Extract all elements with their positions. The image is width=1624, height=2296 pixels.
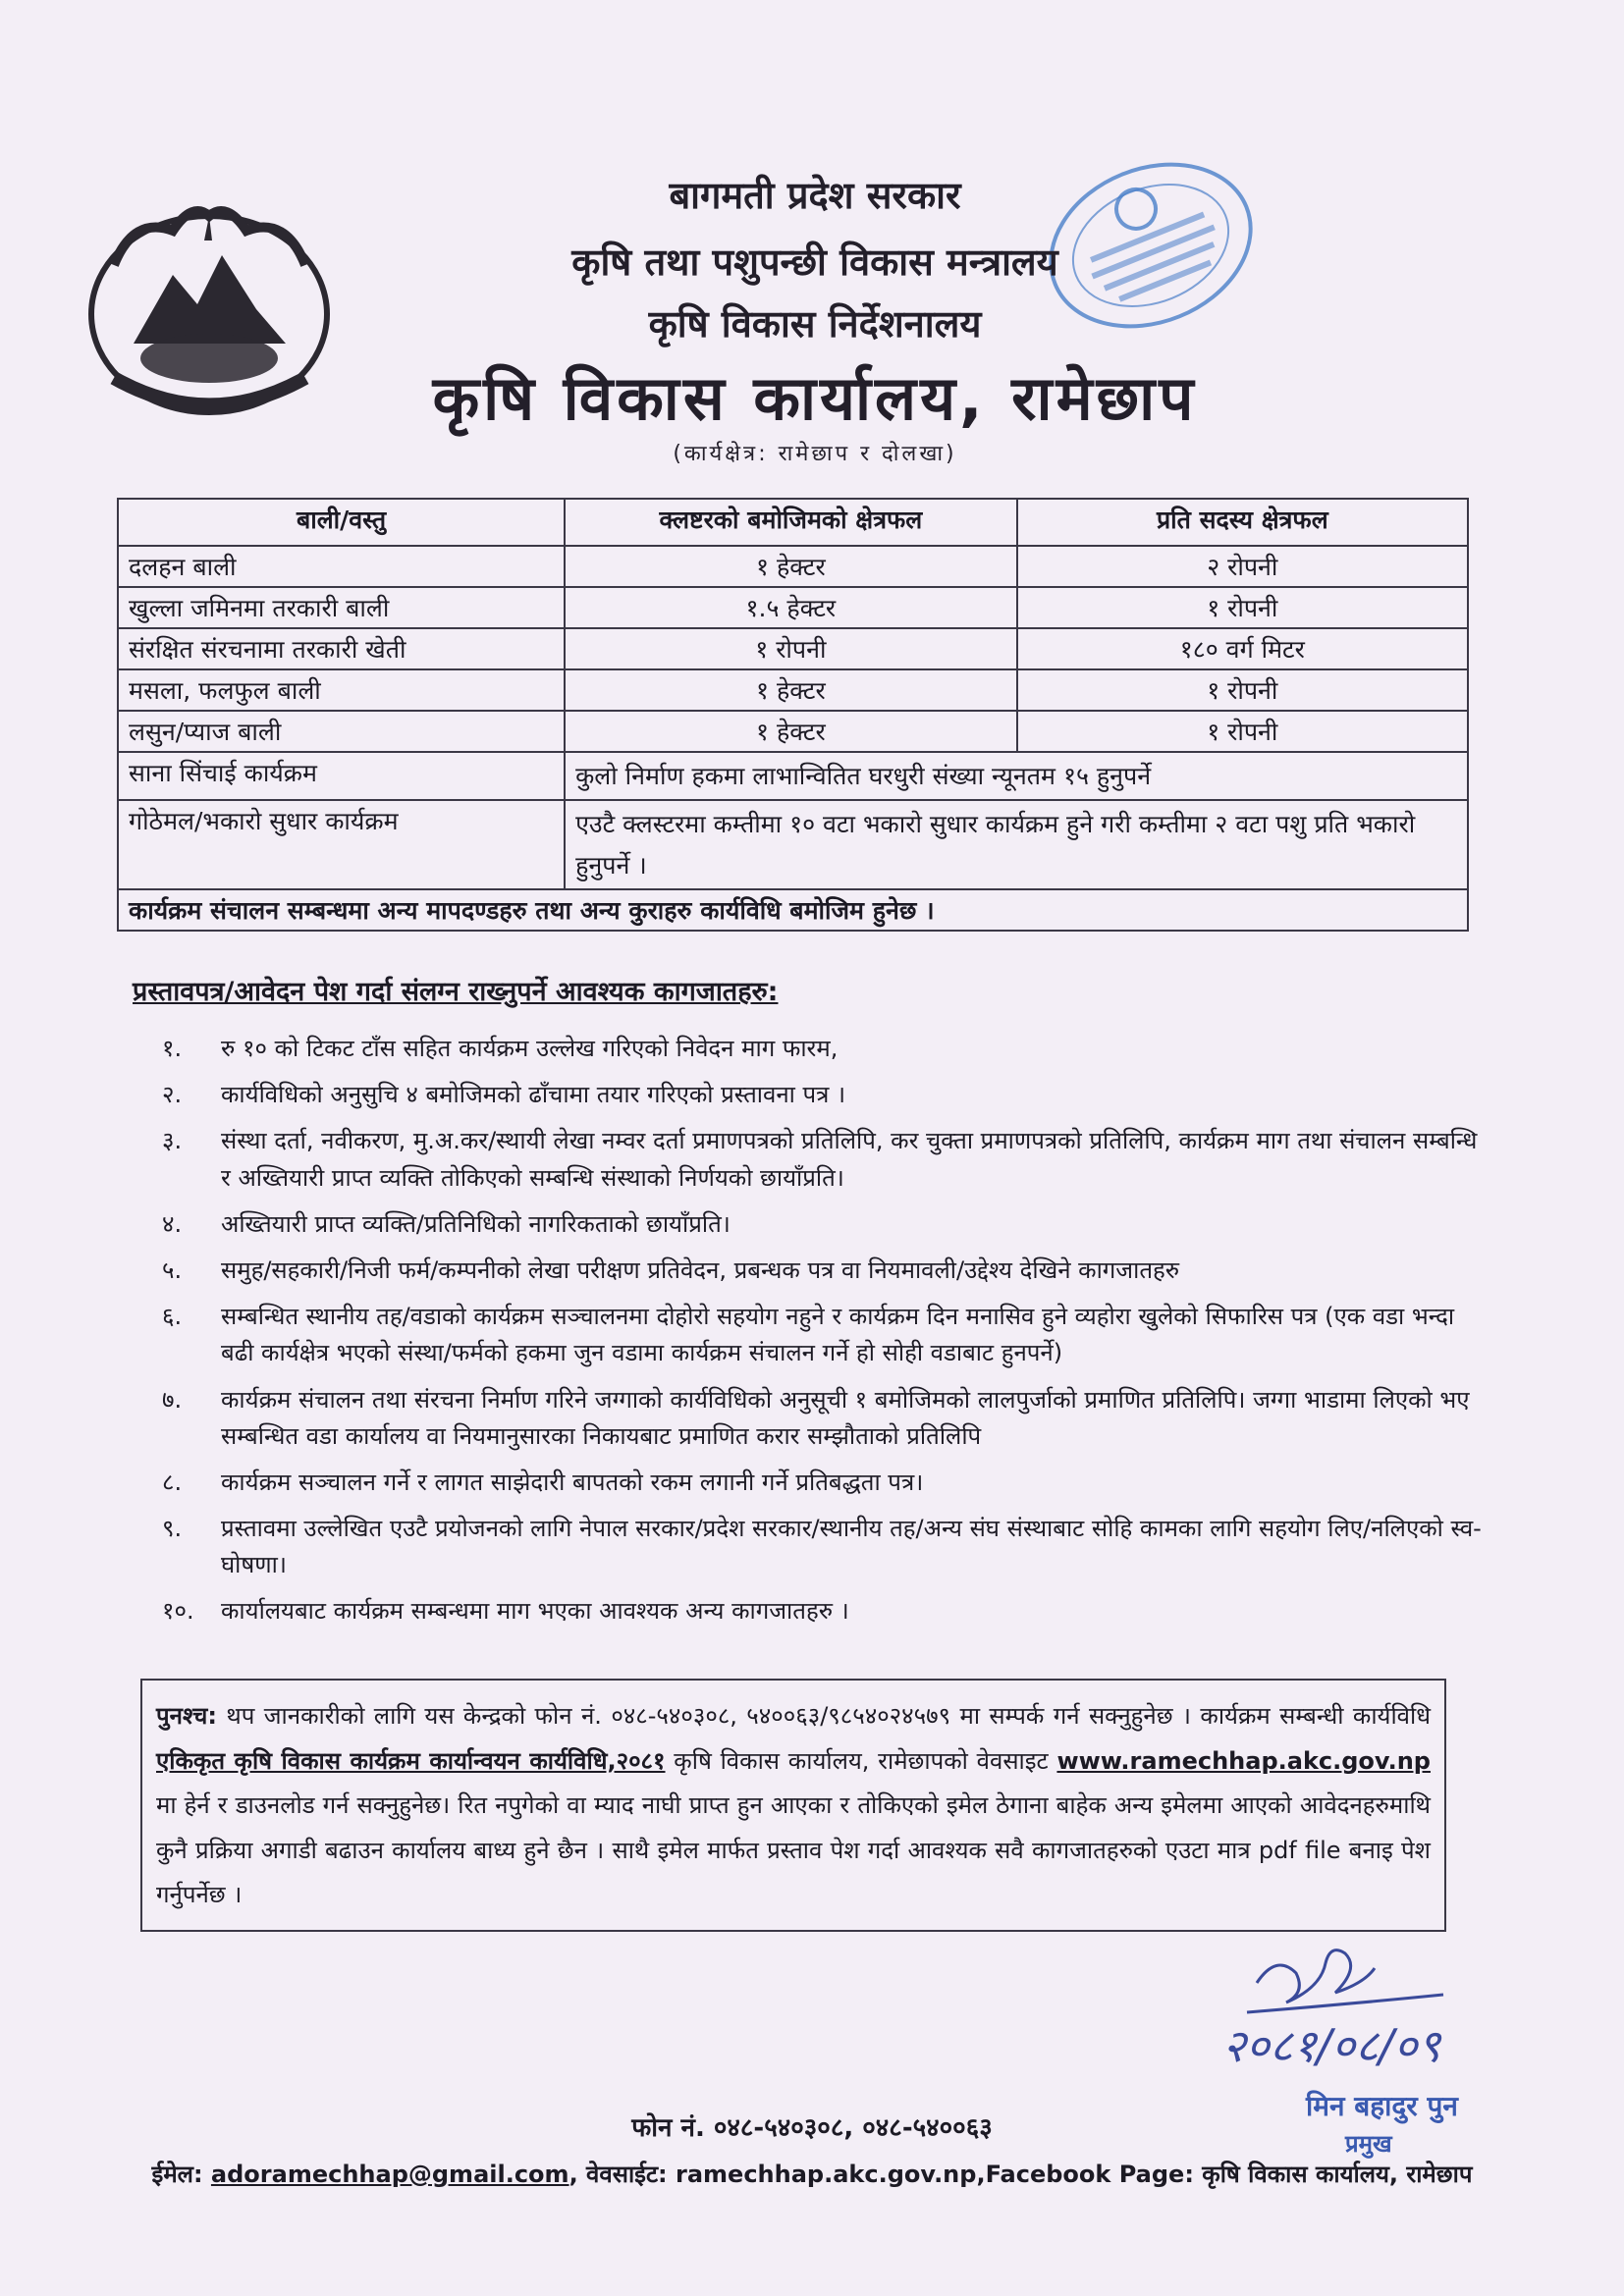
header-directorate: कृषि विकास निर्देशनालय [648,302,982,346]
list-item [162,1299,1483,1371]
documents-heading: प्रस्तावपत्र/आवेदन पेश गर्दा संलग्न राख्नुपर्ने आवश्यक कागजातहरु: [133,977,779,1007]
item-text: कार्यालयबाट कार्यक्रम सम्बन्धमा माग भएका आवश्यक अन्य कागजातहरु । [221,1597,849,1626]
table-note-row [118,889,1468,931]
table-cell: १ रोपनी [1017,711,1468,752]
notice-label: पुनश्च: [156,1702,217,1730]
list-item [162,1511,1483,1583]
table-cell: लसुन/प्याज बाली [118,711,565,752]
criteria-table [117,498,1469,932]
item-number: ६. [162,1303,183,1331]
table-row [118,587,1468,628]
guideline-title: एकिकृत कृषि विकास कार्यक्रम कार्यान्वयन कार्यविधि,२०८१ [156,1746,666,1775]
table-row [118,752,1468,800]
table-cell: १ हेक्टर [565,711,1016,752]
table-note: कार्यक्रम संचालन सम्बन्धमा अन्य मापदण्डहरु तथा अन्य कुराहरु कार्यविधि बमोजिम हुनेछ । [118,889,1468,931]
item-number: ७. [162,1385,183,1414]
item-number: १०. [162,1597,194,1626]
signature-date: २०८१/०८/०९ [1222,2019,1441,2072]
table-cell: २ रोपनी [1017,546,1468,587]
table-cell: १ रोपनी [565,628,1016,669]
table-row [118,711,1468,752]
list-item [162,1382,1483,1455]
email-label: ईमेल: [151,2161,203,2188]
table-cell: साना सिंचाई कार्यक्रम [118,752,565,800]
email-link[interactable]: adoramechhap@gmail.com [210,2161,569,2188]
table-cell: कुलो निर्माण हकमा लाभान्वितित घरधुरी संख्या न्यूनतम १५ हुनुपर्ने [565,752,1468,800]
notice-text: मा हेर्न र डाउनलोड गर्न सक्नुहुनेछ। रित नपुगेको वा म्याद नाघी प्राप्त हुन आएका र तोकिएको इमेल ठेगाना बाहेक अन्य इमेलमा आएको आवेदनहरुमाथि कुनै प्रक्रिया अगाडी बढाउन कार्यालय बाध्य हुने छैन । साथै इमेल मार्फत प्रस्ताव पेश गर्दा आवश्यक सवै कागजातहरुको एउटा मात्र pdf file बनाइ पेश गर्नुपर्नेछ । [156,1791,1431,1909]
item-text: कार्यक्रम संचालन तथा संरचना निर्माण गरिने जग्गाको कार्यविधिको अनुसूची १ बमोजिमको लालपुर्जाको प्रमाणित प्रतिलिपि। जग्गा भाडामा लिएको भए सम्बन्धित वडा कार्यालय वा नियमानुसारका निकायबाट प्रमाणित करार सम्झौताको प्रतिलिपि [221,1385,1470,1450]
item-number: ८. [162,1468,183,1496]
list-item [162,1077,1483,1113]
table-cell: दलहन बाली [118,546,565,587]
item-number: ४. [162,1209,183,1238]
item-number: ५. [162,1255,183,1284]
website-link[interactable]: www.ramechhap.akc.gov.np [1056,1746,1431,1775]
table-cell: १.५ हेक्टर [565,587,1016,628]
item-text: कार्यविधिको अनुसुचि ४ बमोजिमको ढाँचामा तयार गरिएको प्रस्तावना पत्र । [221,1081,846,1109]
table-cell: मसला, फलफुल बाली [118,669,565,711]
office-name: कृषि विकास कार्यालय, रामेछाप [432,362,1198,434]
item-text: संस्था दर्ता, नवीकरण, मु.अ.कर/स्थायी लेखा नम्वर दर्ता प्रमाणपत्रको प्रतिलिपि, कर चुक्ता प्रमाणपत्रको प्रतिलिपि, कार्यक्रम माग तथा संचालन सम्बन्धि र अख्तियारी प्राप्त व्यक्ति तोकिएको सम्बन्धि संस्थाको निर्णयको छायाँप्रति। [221,1127,1478,1192]
item-text: प्रस्तावमा उल्लेखित एउटै प्रयोजनको लागि नेपाल सरकार/प्रदेश सरकार/स्थानीय तह/अन्य संघ संस्थाबाट सोहि कामका लागि सहयोग लिए/नलिएको स्व-घोषणा। [221,1515,1482,1579]
table-cell: एउटै क्लस्टरमा कम्तीमा १० वटा भकारो सुधार कार्यक्रम हुने गरी कम्तीमा २ वटा पशु प्रति भकारो हुनुपर्ने । [565,800,1468,889]
table-cell: १८० वर्ग मिटर [1017,628,1468,669]
table-row [118,546,1468,587]
table-row [118,800,1468,889]
item-number: १. [162,1035,183,1062]
table-row [118,628,1468,669]
facebook-page[interactable]: कृषि विकास कार्यालय, रामेछाप [1202,2161,1473,2188]
item-text: कार्यक्रम सञ्चालन गर्ने र लागत साझेदारी बापतको रकम लगानी गर्ने प्रतिबद्धता पत्र। [221,1468,924,1496]
list-item [162,1123,1483,1196]
item-number: ३. [162,1127,183,1155]
table-cell: गोठेमल/भकारो सुधार कार्यक्रम [118,800,565,889]
footer-website[interactable]: ramechhap.akc.gov.np, [676,2161,986,2188]
list-item [162,1031,1483,1067]
item-text: सम्बन्धित स्थानीय तह/वडाको कार्यक्रम सञ्चालनमा दोहोरो सहयोग नहुने र कार्यक्रम दिन मनासिव हुने व्यहोरा खुलेको सिफारिस पत्र (एक वडा भन्दा बढी कार्यक्षेत्र भएको संस्था/फर्मको हकमा जुन वडामा कार्यक्रम संचालन गर्ने हो सोही वडाबाट हुनपर्ने) [221,1303,1455,1367]
column-header: बाली/वस्तु [118,499,565,546]
list-item [162,1465,1483,1501]
notice-box [140,1679,1446,1932]
table-cell: १ हेक्टर [565,546,1016,587]
list-item [162,1206,1483,1243]
item-text: रु १० को टिकट टाँस सहित कार्यक्रम उल्लेख गरिएको निवेदन माग फारम, [221,1035,839,1062]
website-label: , वेवसाईट: [568,2161,668,2188]
item-number: २. [162,1081,183,1109]
column-header: क्लष्टरको बमोजिमको क्षेत्रफल [565,499,1016,546]
table-row [118,669,1468,711]
documents-list [162,1031,1483,1640]
footer-contact [0,2158,1624,2190]
table-cell: खुल्ला जमिनमा तरकारी बाली [118,587,565,628]
header-ministry: कृषि तथा पशुपन्छी विकास मन्त्रालय [571,240,1058,284]
item-text: समुह/सहकारी/निजी फर्म/कम्पनीको लेखा परीक्षण प्रतिवेदन, प्रबन्धक पत्र वा नियमावली/उद्देश्य देखिने कागजातहरु [221,1255,1180,1284]
signatory-name: मिन बहादुर पुन [1306,2090,1458,2122]
facebook-label: Facebook Page: [985,2161,1194,2188]
item-number: ९. [162,1515,183,1543]
item-text: अख्तियारी प्राप्त व्यक्ति/प्रतिनिधिको नागरिकताको छायाँप्रति। [221,1209,731,1238]
notice-text: कृषि विकास कार्यालय, रामेछापको वेवसाइट [674,1746,1049,1775]
footer-phone: फोन नं. ०४८-५४०३०८, ०४८-५४००६३ [631,2113,993,2143]
list-item [162,1253,1483,1289]
nepal-government-emblem [75,196,345,427]
office-jurisdiction: (कार्यक्षेत्र: रामेछाप र दोलखा) [673,442,957,466]
table-header-row [118,499,1468,546]
column-header: प्रति सदस्य क्षेत्रफल [1017,499,1468,546]
list-item [162,1593,1483,1629]
notice-text: थप जानकारीको लागि यस केन्द्रको फोन नं. ०४८-५४०३०८, ५४००६३/९८५४०२४५७९ मा सम्पर्क गर्न सक्नुहुनेछ । कार्यक्रम सम्बन्धी कार्यविधि [226,1702,1431,1730]
table-cell: संरक्षित संरचनामा तरकारी खेती [118,628,565,669]
table-cell: १ रोपनी [1017,587,1468,628]
table-cell: १ हेक्टर [565,669,1016,711]
signatory-title: प्रमुख [1345,2130,1392,2158]
table-cell: १ रोपनी [1017,669,1468,711]
header-province: बागमती प्रदेश सरकार [669,174,961,217]
